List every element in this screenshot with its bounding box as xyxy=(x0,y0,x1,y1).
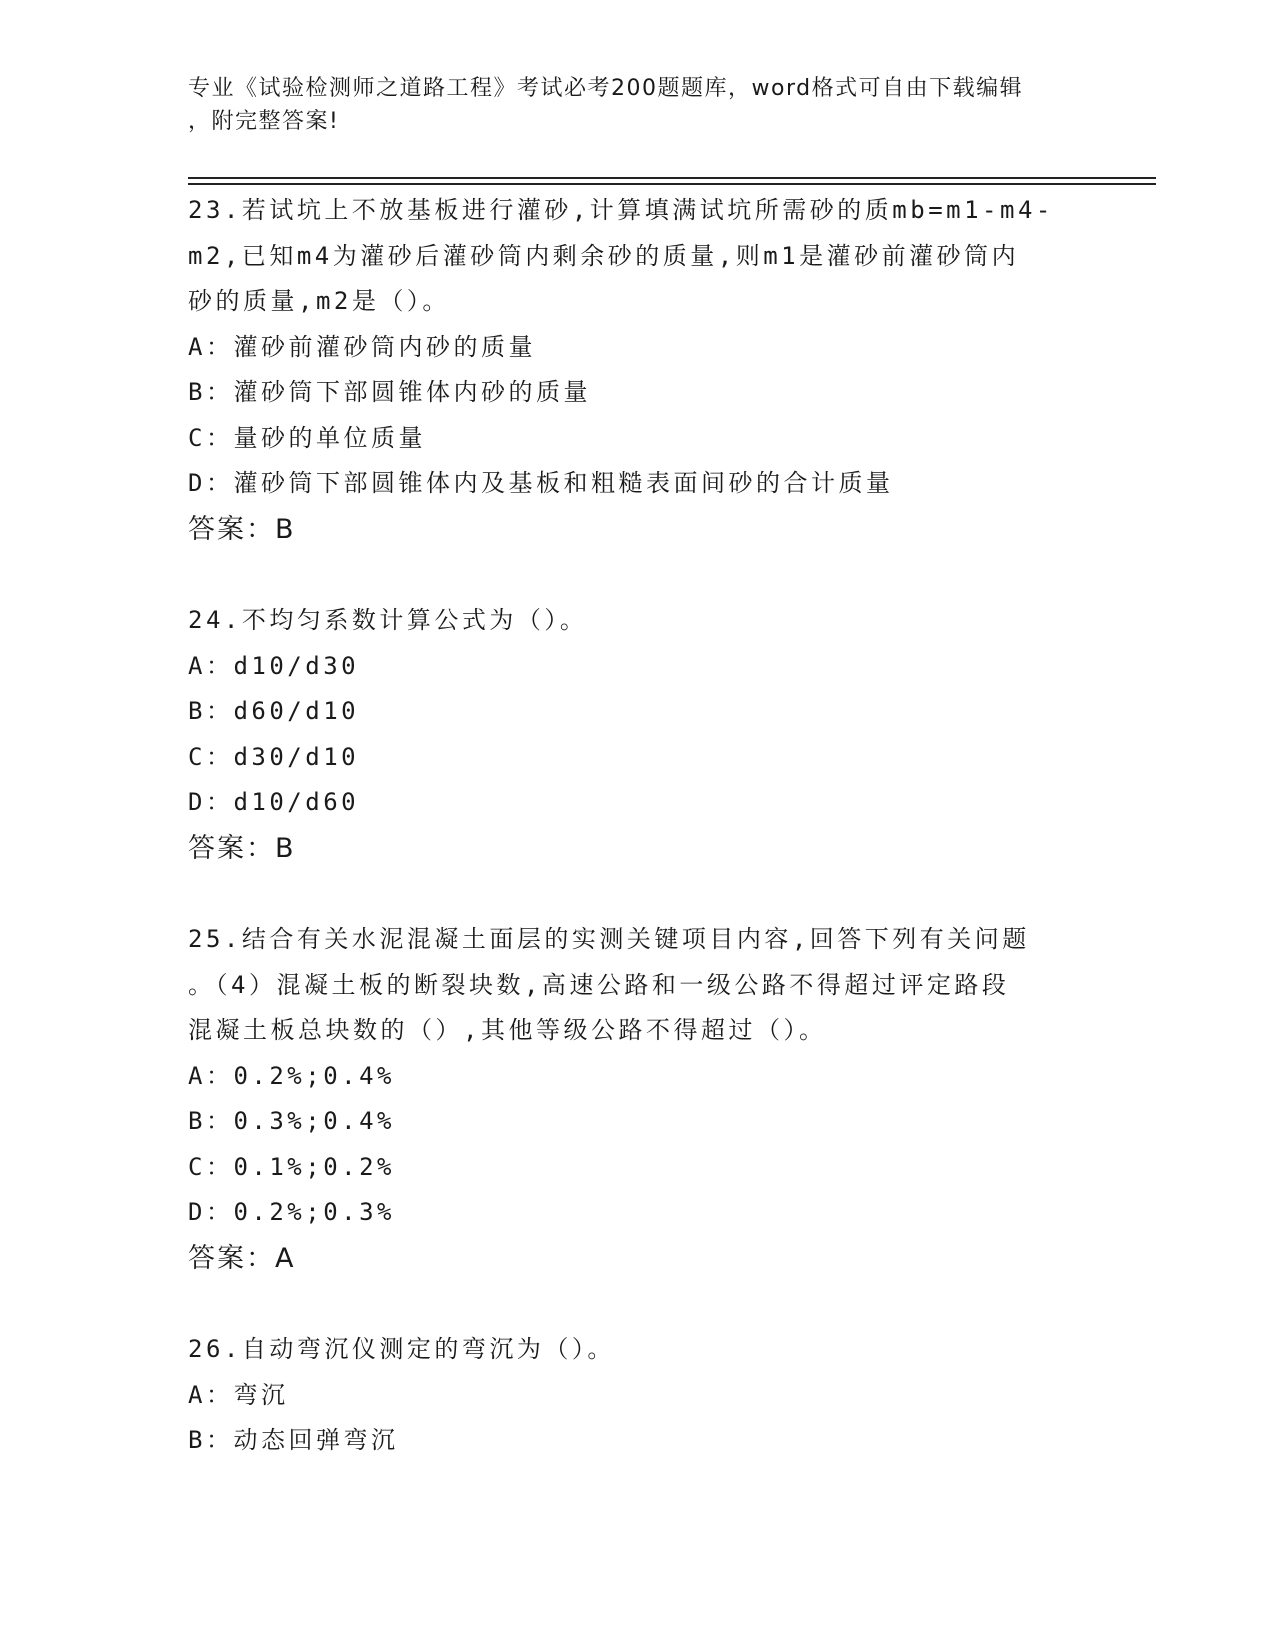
header-line-2: ，附完整答案! xyxy=(188,109,340,134)
question-stem-line: 混凝土板总块数的（）,其他等级公路不得超过（）。 xyxy=(188,1016,827,1044)
question-stem-line: 。（4）混凝土板的断裂块数,高速公路和一级公路不得超过评定路段 xyxy=(188,970,1010,999)
question-stem-line: 25.结合有关水泥混凝土面层的实测关键项目内容,回答下列有关问题 xyxy=(188,925,1030,953)
question-stem-line: 23.若试坑上不放基板进行灌砂,计算填满试坑所需砂的质mb=m1-m4- xyxy=(188,196,1054,224)
question-spacer xyxy=(188,871,1088,917)
question-stem-line: 24.不均匀系数计算公式为（）。 xyxy=(188,606,588,634)
option-b: B：动态回弹弯沉 xyxy=(188,1426,399,1454)
question-spacer xyxy=(188,1281,1088,1327)
question-stem-line: m2,已知m4为灌砂后灌砂筒内剩余砂的质量,则m1是灌砂前灌砂筒内 xyxy=(188,241,1020,270)
option-a: A：0.2%;0.4% xyxy=(188,1061,395,1090)
header-divider-bottom xyxy=(188,183,1156,185)
question-list xyxy=(188,188,1088,1464)
answer: 答案：B xyxy=(188,513,296,545)
question-spacer xyxy=(188,552,1088,598)
header-line-1: 专业《试验检测师之道路工程》考试必考200题题库，word格式可自由下载编辑 xyxy=(188,76,1024,101)
answer: 答案：B xyxy=(188,832,296,864)
option-d: D：灌砂筒下部圆锥体内及基板和粗糙表面间砂的合计质量 xyxy=(188,469,894,497)
option-a: A：d10/d30 xyxy=(188,651,360,680)
document-header xyxy=(188,72,1088,138)
option-a: A：弯沉 xyxy=(188,1380,289,1409)
option-b: B：0.3%;0.4% xyxy=(188,1107,395,1135)
option-d: D：d10/d60 xyxy=(188,788,360,816)
option-c: C：d30/d10 xyxy=(188,742,360,771)
question-23 xyxy=(188,188,1088,598)
answer: 答案：A xyxy=(188,1242,296,1274)
option-c: C：量砂的单位质量 xyxy=(188,423,426,452)
question-stem-line: 砂的质量,m2是（）。 xyxy=(188,287,450,315)
option-b: B：灌砂筒下部圆锥体内砂的质量 xyxy=(188,378,591,406)
question-24 xyxy=(188,598,1088,917)
option-b: B：d60/d10 xyxy=(188,697,360,725)
option-d: D：0.2%;0.3% xyxy=(188,1198,395,1226)
option-c: C：0.1%;0.2% xyxy=(188,1152,395,1181)
header-divider-top xyxy=(188,177,1156,179)
option-a: A：灌砂前灌砂筒内砂的质量 xyxy=(188,332,536,361)
question-26 xyxy=(188,1327,1088,1464)
question-25 xyxy=(188,917,1088,1327)
question-stem-line: 26.自动弯沉仪测定的弯沉为（）。 xyxy=(188,1335,615,1363)
